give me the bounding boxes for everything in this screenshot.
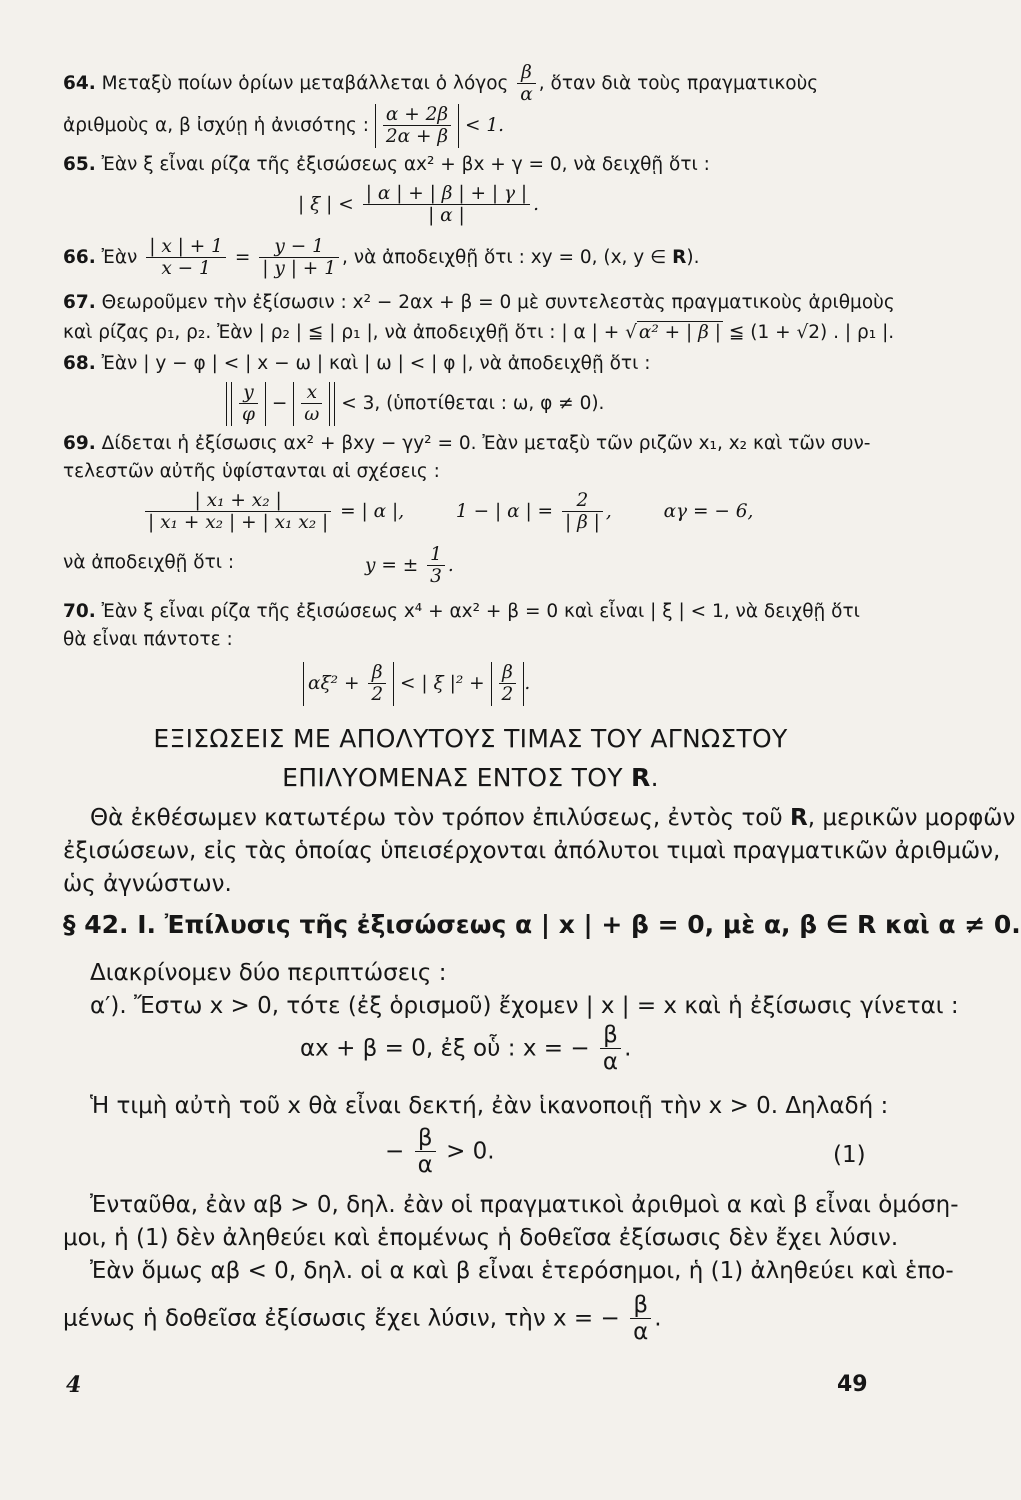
problem-67-line2 [63,321,894,345]
numerator: α + 2β [385,104,449,125]
denominator: ω [301,403,322,425]
problem-number: 65. [63,154,96,175]
denominator: | x₁ + x₂ | + | x₁ x₂ | [145,511,331,533]
fraction [363,183,530,227]
absolute-value-inner [293,382,330,426]
reals-symbol: R [631,763,651,792]
problem-69-prove: νὰ ἀποδειχθῇ ὅτι : [63,552,235,573]
problem-number: 67. [63,292,96,313]
problem-68-formula [226,382,604,426]
intro-text: Θὰ ἐκθέσωμεν κατωτέρω τὸν τρόπον ἐπιλύσεως, ἐντὸς τοῦ [90,805,783,831]
equation-solution: αx + β = 0, ἐξ οὗ : x = − $\frac{\beta}{\alpha}$ . [300,1022,632,1076]
section-heading-line1: ΕΞΙΣΩΣΕΙΣ ΜΕ ΑΠΟΛΥΤΟΥΣ ΤΙΜΑΣ ΤΟΥ ΑΓΝΩΣΤΟΥ [153,724,788,753]
problem-69-line2: τελεστῶν αὐτῆς ὑφίστανται αἱ σχέσεις : [63,461,440,482]
inequality: < | ξ |² + [400,672,485,694]
period: . [654,1305,662,1332]
intro-line2: ἐξισώσεων, εἰς τὰς ὁποίας ὑπεισέρχονται ἀπόλυτοι τιμαὶ πραγματικῶν ἀριθμῶν, [63,838,1001,864]
denominator: 2α + β [383,125,451,147]
problem-text: Ἐὰν ξ εἶναι ρίζα τῆς ἐξισώσεως x⁴ + αx² + β = 0 καὶ εἶναι | ξ | < 1, νὰ δειχθῇ ὅτι [101,601,860,622]
denominator: x − 1 [146,257,226,279]
comma: , [605,500,612,522]
relation-3: αγ = − 6, [663,500,754,522]
numerator: 2 [576,490,589,511]
problem-number: 70. [63,601,96,622]
equation-tag: (1) [833,1142,866,1168]
numerator: | α | + | β | + | γ | [365,183,528,204]
fraction [600,1022,621,1076]
absolute-value [303,662,394,706]
period: . [533,193,540,215]
absolute-value [226,382,335,426]
problem-67-line1 [63,291,895,315]
denominator: α [600,1048,621,1075]
fraction-1 [239,382,258,426]
denominator: | α | [363,204,530,226]
problem-text: Ἐὰν ξ εἶναι ρίζα τῆς ἐξισώσεως αx² + βx + γ = 0, νὰ δειχθῇ ὅτι : [101,154,710,175]
problem-number: 69. [63,433,96,454]
inequality: < 1. [464,114,505,136]
fraction-2 [301,382,322,426]
fraction [415,1125,436,1179]
problem-text: < 3, (ὑποτίθεται : ω, φ ≠ 0). [341,392,605,414]
numerator: β [603,1022,618,1048]
intro-line3: ὡς ἀγνώστων. [63,871,232,897]
problem-70-formula [303,662,530,706]
minus: − [385,1138,405,1165]
absolute-value [375,104,459,148]
numerator: x [306,382,318,403]
term: αξ² + [308,672,360,694]
paragraph-line4 [63,1292,662,1346]
accept-line: Ἡ τιμὴ αὐτὴ τοῦ x θὰ εἶναι δεκτή, ἐὰν ἱκανοποιῇ τὴν x > 0. Δηλαδή : [90,1093,889,1119]
numerator: β [521,62,532,83]
fraction [630,1292,651,1346]
paragraph-line1: Ἐνταῦθα, ἐὰν αβ > 0, δηλ. ἐὰν οἱ πραγματικοὶ ἀριθμοὶ α καὶ β εἶναι ὁμόση- [90,1192,959,1218]
problem-text: , ὅταν διὰ τοὺς πραγματικοὺς [538,72,819,94]
minus: − [271,392,288,414]
equals: = [234,246,251,268]
period: . [447,554,454,576]
intro-text: , μερικῶν μορφῶν [807,805,1016,831]
period: . [524,672,531,694]
problem-text: Θεωροῦμεν τὴν ἐξίσωσιν : x² − 2αx + β = 0 μὲ συντελεστὰς πραγματικοὺς ἀριθμοὺς [101,292,895,313]
ratio-fraction [517,62,536,106]
fraction-2 [562,490,603,534]
section-title-text: καὶ α ≠ 0. [884,910,1021,939]
denominator: α [415,1151,436,1178]
denominator: | β | [562,511,603,533]
denominator: α [630,1318,651,1345]
fraction [499,662,517,706]
lhs: | ξ | < [298,193,354,215]
sqrt-content: α² + | β | [638,322,721,343]
problem-text: καὶ ρίζας ρ₁, ρ₂. Ἐὰν | ρ₂ | ≦ | ρ₁ |, νὰ ἀποδειχθῇ ὅτι : | α | + √ [63,322,637,343]
problem-68-line1 [63,352,650,376]
result-lhs: y = ± [365,554,419,576]
numerator: β [417,1125,433,1151]
absolute-value [491,662,525,706]
problem-64-line2 [63,104,504,148]
problem-66 [63,236,700,280]
denominator: 2 [499,683,517,705]
problem-number: 66. [63,246,96,268]
absolute-value-inner [231,382,266,426]
denominator: 2 [368,683,386,705]
problem-text: ). [686,246,700,268]
numerator: | x | + 1 [149,236,223,257]
heading-text: ΕΠΙΛΥΟΜΕΝΑΣ ΕΝΤΟΣ ΤΟΥ [282,763,623,792]
problem-65-line1 [63,153,710,177]
problem-text: Μεταξὺ ποίων ὁρίων μεταβάλλεται ὁ λόγος [101,72,509,94]
fraction [368,662,386,706]
problem-text: ≦ (1 + √2) . | ρ₁ |. [728,322,895,343]
problem-69-line1 [63,432,870,456]
equation: αx + β = 0, ἐξ οὗ : x = − [300,1035,590,1062]
fraction-1 [146,236,226,280]
paragraph-text: μένως ἡ δοθεῖσα ἐξίσωσις ἔχει λύσιν, τὴν x = − [63,1305,620,1332]
denominator: 3 [427,565,445,587]
intro-line1 [90,803,1015,833]
section-title-text: § 42. I. Ἐπίλυσις τῆς ἐξισώσεως α | x | + β = 0, μὲ α, β ∈ [63,910,849,939]
problem-text: Ἐὰν | y − φ | < | x − ω | καὶ | ω | < | φ |, νὰ ἀποδειχθῇ ὅτι : [101,353,651,374]
reals-symbol: R [790,805,808,831]
paragraph-line2: μοι, ἡ (1) δὲν ἀληθεύει καὶ ἑπομένως ἡ δοθεῖσα ἐξίσωσις δὲν ἔχει λύσιν. [63,1225,899,1251]
problem-69-result [365,544,454,588]
condition-1 [385,1125,495,1179]
problem-number: 64. [63,72,96,94]
case-a-line: α′). Ἔστω x > 0, τότε (ἐξ ὁρισμοῦ) ἔχομεν | x | = x καὶ ἡ ἐξίσωσις γίνεται : [90,993,959,1019]
page-number: 49 [837,1372,868,1397]
fraction-3 [427,544,445,588]
section-42-title [63,910,1021,939]
denominator: α [517,83,536,105]
denominator: φ [239,403,258,425]
problem-text: ἀριθμοὺς α, β ἰσχύῃ ἡ ἀνισότης : [63,114,369,136]
fraction [383,104,451,148]
numerator: y − 1 [274,236,324,257]
relation-1: = | α |, [340,500,405,522]
problem-number: 68. [63,353,96,374]
numerator: | x₁ + x₂ | [194,490,282,511]
numerator: β [633,1292,648,1318]
condition-tail: > 0. [446,1138,495,1165]
problem-65-formula [298,183,539,227]
signature-mark: 4 [66,1372,82,1398]
relation-2: 1 − | α | = [455,500,554,522]
reals-symbol: R [672,246,687,268]
numerator: β [371,662,383,683]
denominator: | y | + 1 [259,257,339,279]
period: . [650,763,659,792]
problem-69-relations [142,490,753,534]
problem-70-line2: θὰ εἶναι πάντοτε : [63,629,233,650]
numerator: y [243,382,254,403]
fraction-2 [259,236,339,280]
fraction-1 [145,490,331,534]
section-heading-line2 [0,762,941,794]
paragraph-line3: Ἐὰν ὅμως αβ < 0, δηλ. οἱ α καὶ β εἶναι ἑτερόσημοι, ἡ (1) ἀληθεύει καὶ ἑπο- [90,1258,954,1284]
distinguish-line: Διακρίνομεν δύο περιπτώσεις : [90,960,447,986]
numerator: 1 [430,544,442,565]
problem-70-line1 [63,600,860,624]
problem-text: Ἐὰν [101,246,138,268]
problem-text: Δίδεται ἡ ἐξίσωσις αx² + βxy − γy² = 0. Ἐὰν μεταξὺ τῶν ριζῶν x₁, x₂ καὶ τῶν συν- [101,433,871,454]
reals-symbol: R [856,910,877,939]
problem-64-line1 [63,62,818,106]
numerator: β [502,662,513,683]
problem-text: , νὰ ἀποδειχθῇ ὅτι : xy = 0, (x, y ∈ [341,246,667,268]
